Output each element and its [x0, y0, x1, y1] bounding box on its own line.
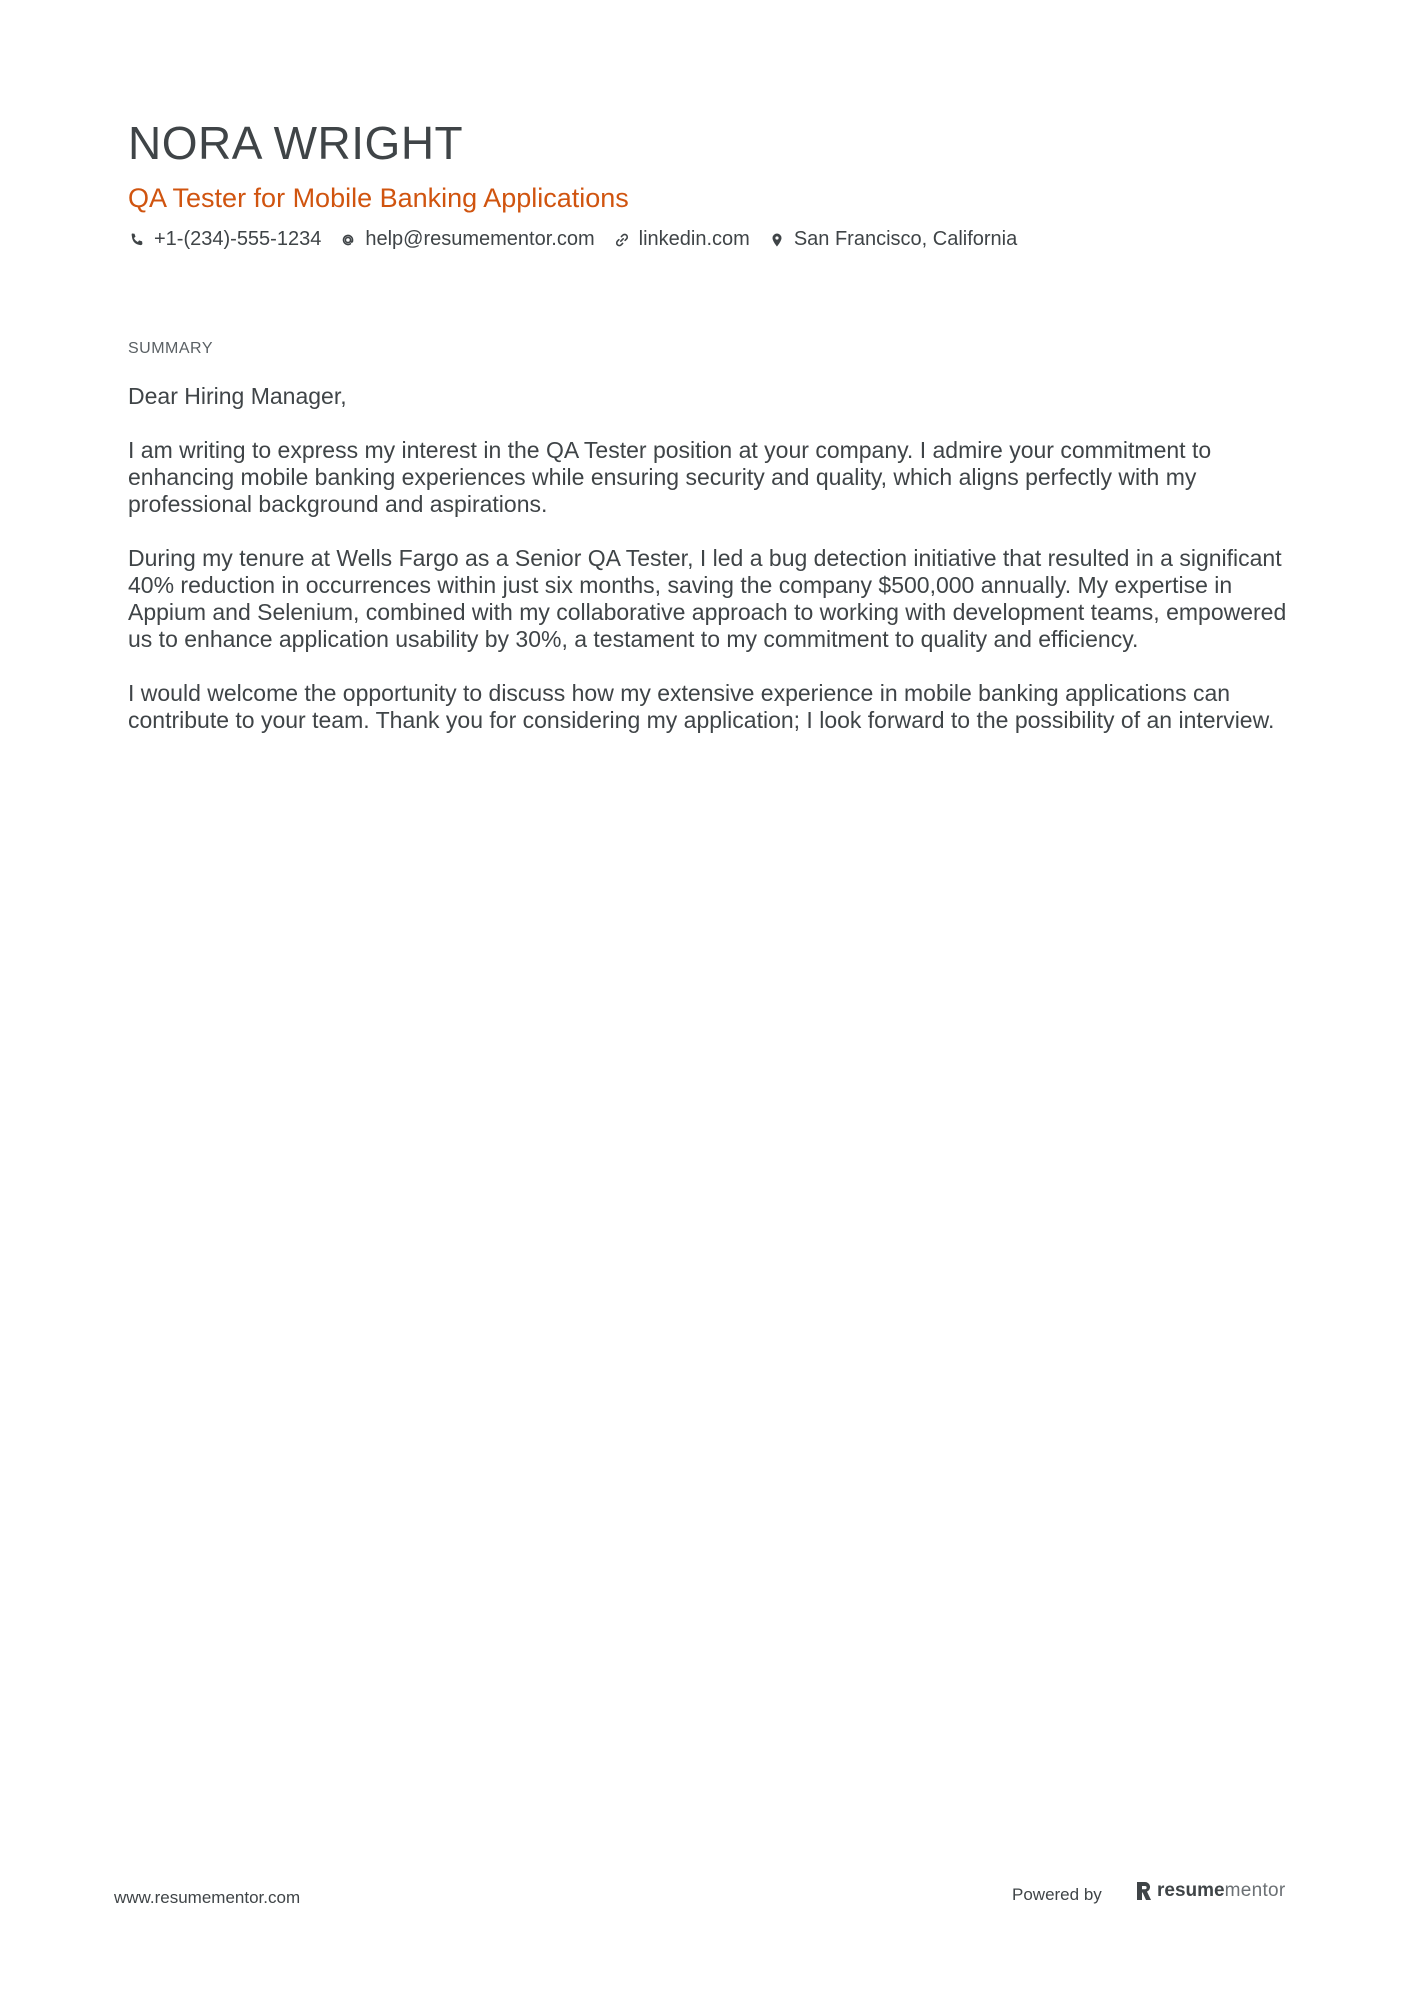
- contact-phone: [128, 228, 321, 251]
- candidate-name: NORA WRIGHT: [128, 117, 464, 169]
- phone-text: +1-(234)-555-1234: [154, 228, 322, 250]
- paragraph-intro: I am writing to express my interest in the QA Tester position at your company. I admire your commitment to enhancing mobile banking experiences while ensuring security and quality, which aligns perfectly with my professional background and aspirations.: [128, 437, 1212, 517]
- powered-by-label: Powered by: [1012, 1885, 1102, 1904]
- contact-linkedin[interactable]: [613, 228, 750, 251]
- phone-icon: [128, 231, 146, 249]
- paragraph-closing: I would welcome the opportunity to discuss how my extensive experience in mobile banking applications can contribute to your team. Thank you for considering my application; I look forward to the possibility of an interview.: [128, 680, 1275, 733]
- brand-logo[interactable]: [1135, 1880, 1286, 1902]
- job-title: QA Tester for Mobile Banking Applications: [128, 183, 629, 213]
- salutation: Dear Hiring Manager,: [128, 383, 347, 409]
- email-text: help@resumementor.com: [365, 228, 595, 250]
- contact-info-row: [128, 228, 1035, 251]
- location-text: San Francisco, California: [793, 228, 1018, 250]
- location-pin-icon: [768, 231, 786, 249]
- brand-name-bold: resume: [1157, 1880, 1225, 1901]
- letter-body: [128, 383, 1298, 761]
- linkedin-text: linkedin.com: [638, 228, 750, 250]
- brand-name-light: mentor: [1224, 1880, 1286, 1901]
- link-icon: [613, 231, 631, 249]
- resumementor-logo-icon: [1135, 1880, 1153, 1902]
- paragraph-experience: During my tenure at Wells Fargo as a Senior QA Tester, I led a bug detection initiative that resulted in a significant 40% reduction in occurrences within just six months, saving the company $500,000 annually. My expertise in Appium and Selenium, combined with my collaborative approach to working with development teams, empowered us to enhance application usability by 30%, a testament to my commitment to quality and efficiency.: [128, 545, 1287, 652]
- at-icon: [339, 231, 357, 249]
- section-heading-summary: SUMMARY: [128, 340, 213, 357]
- contact-location: [768, 228, 1017, 251]
- footer-website-link[interactable]: www.resumementor.com: [114, 1888, 301, 1907]
- contact-email[interactable]: [339, 228, 594, 251]
